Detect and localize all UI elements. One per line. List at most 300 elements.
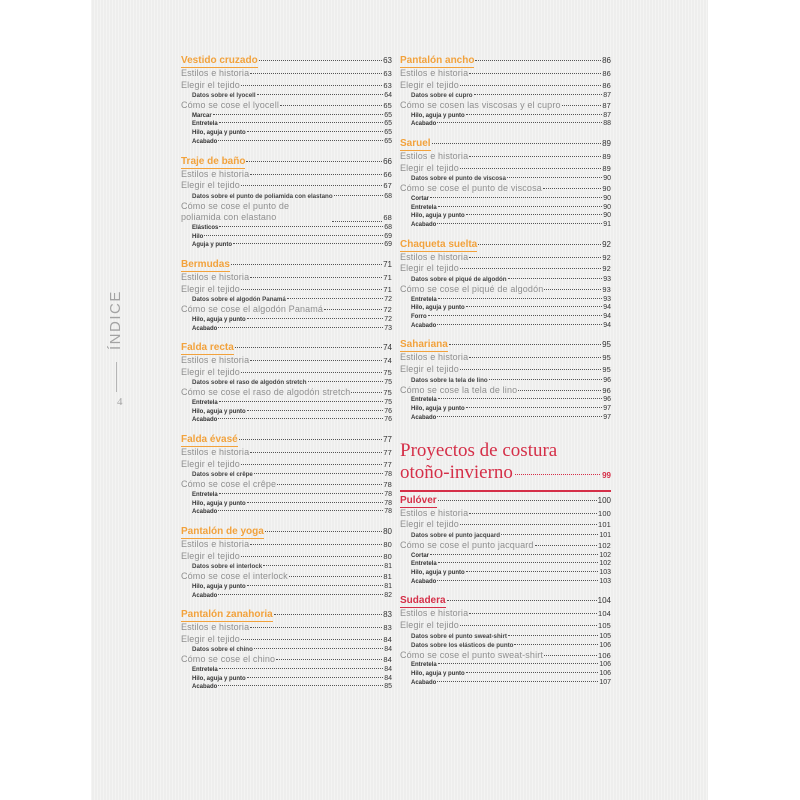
entry-title: Entretela [192, 400, 218, 407]
entry-page: 78 [384, 471, 392, 479]
toc-section [181, 526, 392, 600]
dot-leader [508, 635, 598, 636]
toc-entry[interactable] [400, 80, 611, 92]
toc-entry[interactable] [400, 204, 611, 213]
toc-entry[interactable] [181, 634, 392, 646]
toc-entry[interactable] [181, 551, 392, 563]
dot-leader [324, 309, 382, 310]
toc-entry[interactable] [181, 571, 392, 583]
entry-title: Entretela [411, 662, 437, 669]
toc-entry[interactable] [400, 352, 611, 364]
entry-title: Hilo, aguja y punto [411, 305, 465, 312]
dot-leader [430, 197, 602, 198]
toc-entry[interactable] [400, 296, 611, 305]
dot-leader [562, 105, 602, 106]
toc-entry[interactable] [400, 405, 611, 414]
entry-title: Cómo se cose el algodón Panamá [181, 304, 324, 315]
entry-title: Cortar [411, 195, 430, 202]
entry-title: Elegir el tejido [400, 619, 459, 630]
toc-entry[interactable] [400, 313, 611, 322]
entry-title: Estilos e historia [181, 447, 250, 458]
toc-entry[interactable] [181, 112, 392, 121]
toc-section-heading[interactable] [400, 595, 611, 608]
toc-entry[interactable] [400, 620, 611, 632]
entry-page: 87 [602, 101, 611, 111]
dot-leader [250, 544, 382, 545]
toc-section-heading[interactable] [181, 342, 392, 355]
entry-page: 102 [599, 551, 611, 559]
section-page: 71 [383, 260, 392, 270]
toc-entry[interactable] [181, 180, 392, 192]
toc-entry[interactable] [400, 661, 611, 670]
toc-entry[interactable] [400, 322, 611, 331]
section-page: 83 [383, 610, 392, 620]
dot-leader [280, 105, 382, 106]
entry-title: Datos sobre el piqué de algodón [411, 275, 507, 283]
toc-entry[interactable] [181, 592, 392, 601]
toc-entry[interactable] [400, 91, 611, 100]
entry-page: 64 [384, 92, 392, 100]
entry-page: 65 [384, 137, 392, 145]
toc-entry[interactable] [400, 163, 611, 175]
entry-title: Entretela [411, 296, 437, 303]
toc-entry[interactable] [181, 654, 392, 666]
entry-title: Hilo, aguja y punto [192, 316, 246, 323]
entry-title: Hilo, aguja y punto [192, 130, 246, 137]
toc-entry[interactable] [181, 233, 392, 242]
toc-section [400, 495, 611, 587]
toc-entry[interactable] [181, 295, 392, 304]
toc-entry[interactable] [181, 138, 392, 147]
entry-page: 87 [603, 92, 611, 100]
entry-page: 66 [383, 169, 392, 179]
section-page: 89 [602, 139, 611, 149]
toc-entry[interactable] [181, 169, 392, 181]
entry-page: 68 [384, 223, 392, 231]
toc-section-heading[interactable] [400, 495, 611, 508]
toc-section [400, 239, 611, 331]
toc-entry[interactable] [181, 367, 392, 379]
toc-entry[interactable] [181, 562, 392, 571]
toc-section-heading[interactable] [400, 138, 611, 151]
entry-title: Elegir el tejido [400, 162, 459, 173]
toc-section [181, 342, 392, 425]
entry-page: 84 [383, 655, 392, 665]
toc-entry[interactable] [400, 174, 611, 183]
toc-entry[interactable] [400, 569, 611, 578]
section-page: 104 [597, 596, 611, 606]
entry-page: 106 [599, 641, 611, 649]
toc-section [400, 138, 611, 230]
entry-page: 72 [383, 305, 392, 315]
toc-entry[interactable] [400, 252, 611, 264]
section-title: Saruel [400, 138, 431, 150]
entry-title: Cómo se cose el piqué de algodón [400, 283, 544, 294]
section-title: Falda évasé [181, 434, 238, 446]
toc-entry[interactable] [181, 491, 392, 500]
toc-entry[interactable] [400, 632, 611, 641]
entry-page: 63 [383, 80, 392, 90]
toc-section-heading[interactable] [181, 609, 392, 622]
entry-title: Datos sobre la tela de lino [411, 376, 488, 384]
toc-entry[interactable] [400, 519, 611, 531]
dot-leader [460, 85, 601, 86]
entry-page: 95 [602, 364, 611, 374]
project-rule [400, 490, 611, 492]
entry-title: Entretela [192, 667, 218, 674]
dot-leader [289, 576, 383, 577]
toc-entry[interactable] [181, 500, 392, 509]
dot-leader [351, 392, 382, 393]
entry-title: Elegir el tejido [181, 458, 240, 469]
dot-leader [247, 502, 384, 503]
toc-entry[interactable] [181, 100, 392, 112]
entry-page: 101 [599, 531, 611, 539]
project-heading-line2: otoño-invierno [400, 462, 513, 484]
dot-leader [219, 493, 384, 494]
toc-entry[interactable] [400, 552, 611, 561]
entry-page: 106 [598, 650, 611, 660]
entry-page: 96 [603, 396, 611, 404]
dot-leader [241, 85, 382, 86]
entry-page: 69 [384, 232, 392, 240]
toc-entry[interactable] [181, 470, 392, 479]
dot-leader [219, 401, 384, 402]
dot-leader [241, 372, 382, 373]
dot-leader [218, 418, 383, 419]
dot-leader [508, 278, 603, 279]
entry-title: Estilos e historia [400, 251, 469, 262]
entry-page: 72 [384, 296, 392, 304]
dot-leader [254, 473, 383, 474]
entry-page: 65 [384, 120, 392, 128]
dot-leader [287, 298, 383, 299]
entry-page: 80 [383, 551, 392, 561]
toc-entry[interactable] [181, 80, 392, 92]
toc-entry[interactable] [181, 120, 392, 129]
dot-leader [247, 410, 384, 411]
entry-title: Datos sobre el cupro [411, 92, 473, 100]
dot-leader [460, 268, 601, 269]
dot-leader [466, 407, 603, 408]
entry-title: Cómo se cose el raso de algodón stretch [181, 387, 351, 398]
dot-leader [219, 122, 384, 123]
dot-leader [218, 594, 383, 595]
entry-page: 86 [602, 80, 611, 90]
toc-entry[interactable] [181, 479, 392, 491]
entry-title: Estilos e historia [400, 608, 469, 619]
dot-leader [469, 257, 601, 258]
toc-section-heading[interactable] [181, 526, 392, 539]
toc-entry[interactable] [181, 539, 392, 551]
toc-entry[interactable] [400, 578, 611, 587]
entry-title: Estilos e historia [181, 68, 250, 78]
entry-page: 75 [383, 367, 392, 377]
section-title: Pantalón de yoga [181, 526, 264, 538]
dot-leader [332, 221, 382, 222]
dot-leader [460, 625, 597, 626]
toc-section [400, 595, 611, 687]
section-page: 77 [383, 435, 392, 445]
dot-leader [334, 195, 384, 196]
entry-page: 63 [383, 69, 392, 78]
entry-title: Cómo se cose el punto de poliamida con elastano [181, 200, 290, 223]
toc-entry[interactable] [400, 414, 611, 423]
toc-entry[interactable] [400, 284, 611, 296]
entry-page: 104 [598, 609, 611, 619]
toc-entry[interactable] [400, 608, 611, 620]
dot-leader [469, 613, 597, 614]
toc-entry[interactable] [181, 68, 392, 80]
dot-leader [466, 672, 599, 673]
entry-page: 95 [602, 353, 611, 363]
entry-title: Hilo, aguja y punto [411, 670, 465, 677]
section-title: Bermudas [181, 259, 230, 271]
dot-leader [438, 663, 599, 664]
toc-entry[interactable] [400, 385, 611, 397]
dot-leader [469, 513, 597, 514]
entry-page: 100 [598, 508, 611, 518]
entry-page: 84 [384, 646, 392, 654]
toc-left-column [181, 55, 392, 701]
toc-entry[interactable] [400, 560, 611, 569]
toc-entry[interactable] [400, 263, 611, 275]
entry-title: Estilos e historia [400, 507, 469, 518]
entry-page: 107 [599, 678, 611, 686]
toc-entry[interactable] [181, 508, 392, 517]
entry-page: 83 [383, 623, 392, 633]
toc-entry[interactable] [400, 540, 611, 552]
toc-entry[interactable] [181, 316, 392, 325]
section-title: Chaqueta suelta [400, 238, 478, 250]
dot-leader [250, 277, 382, 278]
entry-title: Entretela [411, 561, 437, 568]
dot-leader [233, 243, 383, 244]
toc-section-heading[interactable] [400, 239, 611, 252]
entry-page: 81 [384, 582, 392, 590]
dot-leader [247, 318, 384, 319]
dot-leader [250, 360, 382, 361]
toc-entry[interactable] [181, 645, 392, 654]
entry-title: Acabado [192, 417, 218, 424]
entry-title: Aguja y punto [192, 242, 232, 249]
toc-entry[interactable] [181, 666, 392, 675]
dot-leader [466, 306, 603, 307]
toc-entry[interactable] [181, 241, 392, 250]
toc-entry[interactable] [400, 195, 611, 204]
toc-entry[interactable] [181, 408, 392, 417]
toc-entry[interactable] [400, 376, 611, 385]
toc-section-heading[interactable] [400, 339, 611, 352]
toc-entry[interactable] [181, 378, 392, 387]
dot-leader [469, 156, 601, 157]
section-page: 74 [383, 343, 392, 353]
toc-entry[interactable] [400, 304, 611, 313]
entry-page: 74 [383, 356, 392, 366]
dot-leader [518, 390, 601, 391]
section-title: Pantalón zanahoria [181, 609, 273, 621]
entry-page: 92 [602, 264, 611, 274]
entry-page: 77 [383, 459, 392, 469]
section-title: Sudadera [400, 595, 446, 607]
entry-page: 71 [383, 284, 392, 294]
entry-page: 93 [603, 295, 611, 303]
toc-entry[interactable] [181, 622, 392, 634]
entry-page: 80 [383, 540, 392, 550]
dot-leader [308, 381, 384, 382]
entry-page: 102 [599, 560, 611, 568]
entry-page: 84 [384, 666, 392, 674]
toc-entry[interactable] [400, 670, 611, 679]
toc-section-heading[interactable] [181, 55, 392, 68]
toc-entry[interactable] [400, 650, 611, 662]
entry-page: 78 [384, 508, 392, 516]
side-section-label: ÍNDICE [107, 290, 124, 350]
entry-page: 65 [384, 111, 392, 119]
toc-entry[interactable] [181, 399, 392, 408]
entry-page: 87 [603, 111, 611, 119]
entry-title: Cómo se cose el crêpe [181, 479, 277, 490]
section-page: 92 [602, 239, 611, 249]
entry-title: Cómo se cose el punto de viscosa [400, 183, 542, 194]
entry-page: 68 [383, 213, 392, 223]
toc-entry[interactable] [181, 272, 392, 284]
entry-page: 86 [602, 69, 611, 78]
entry-title: Elegir el tejido [181, 366, 240, 377]
toc-entry[interactable] [181, 675, 392, 684]
toc-entry[interactable] [181, 683, 392, 692]
toc-entry[interactable] [181, 91, 392, 100]
dot-leader [231, 264, 382, 265]
toc-section-heading[interactable] [181, 434, 392, 447]
entry-page: 81 [383, 572, 392, 582]
entry-title: Datos sobre el punto de viscosa [411, 175, 506, 183]
toc-entry[interactable] [400, 396, 611, 405]
entry-page: 76 [384, 416, 392, 424]
section-title: Vestido cruzado [181, 55, 258, 66]
dot-leader [219, 668, 384, 669]
entry-title: Estilos e historia [400, 352, 469, 363]
entry-title: Datos sobre el interlock [192, 563, 263, 571]
dot-leader [239, 439, 382, 440]
toc-entry[interactable] [181, 459, 392, 471]
toc-entry[interactable] [181, 129, 392, 138]
dot-leader [469, 73, 601, 74]
dot-leader [535, 545, 597, 546]
entry-page: 75 [384, 379, 392, 387]
dot-leader [438, 206, 603, 207]
entry-page: 84 [384, 674, 392, 682]
toc-entry[interactable] [181, 325, 392, 334]
toc-entry[interactable] [181, 416, 392, 425]
toc-entry[interactable] [400, 151, 611, 163]
entry-page: 88 [603, 120, 611, 128]
section-page: 86 [602, 56, 611, 65]
entry-page: 105 [598, 620, 611, 630]
page-number: 4 [117, 396, 123, 408]
entry-title: Datos sobre el punto de poliamida con elastano [192, 192, 333, 200]
entry-title: Forro [411, 313, 427, 320]
toc-entry[interactable] [400, 68, 611, 80]
toc-section-heading[interactable] [181, 156, 392, 169]
toc-entry[interactable] [400, 679, 611, 688]
toc-entry[interactable] [181, 192, 392, 201]
dot-leader [257, 94, 384, 95]
entry-title: Elegir el tejido [181, 180, 240, 191]
dot-leader [437, 580, 598, 581]
entry-title: Estilos e historia [181, 539, 250, 550]
toc-entry[interactable] [400, 120, 611, 129]
toc-entry[interactable] [400, 275, 611, 284]
toc-entry[interactable] [181, 284, 392, 296]
entry-title: Hilo, aguja y punto [411, 213, 465, 220]
entry-page: 91 [603, 221, 611, 229]
entry-title: Datos sobre el punto sweat-shirt [411, 632, 507, 640]
dot-leader [218, 327, 383, 328]
entry-title: Acabado [411, 679, 437, 686]
toc-entry[interactable] [400, 641, 611, 650]
dot-leader [247, 677, 384, 678]
entry-title: Cómo se cose el chino [181, 654, 276, 665]
dot-leader [432, 143, 602, 144]
dot-leader [218, 685, 383, 686]
toc-section-heading[interactable] [400, 55, 611, 68]
entry-page: 78 [384, 490, 392, 498]
entry-page: 105 [599, 632, 611, 640]
entry-title: Cómo se cose el punto sweat-shirt [400, 649, 544, 660]
toc-section-heading[interactable] [181, 259, 392, 272]
toc-entry[interactable] [181, 304, 392, 316]
entry-title: Acabado [411, 322, 437, 329]
entry-page: 92 [602, 252, 611, 262]
toc-entry[interactable] [400, 212, 611, 221]
entry-page: 90 [602, 184, 611, 194]
entry-page: 96 [603, 376, 611, 384]
section-title: Pulóver [400, 494, 437, 506]
side-divider [116, 362, 117, 392]
toc-entry[interactable] [400, 531, 611, 540]
dot-leader [250, 627, 382, 628]
dot-leader [438, 398, 603, 399]
toc-entry[interactable] [400, 221, 611, 230]
entry-title: Hilo, aguja y punto [192, 408, 246, 415]
entry-title: Datos sobre el crêpe [192, 471, 253, 479]
section-page: 63 [383, 56, 392, 65]
toc-entry[interactable] [181, 583, 392, 592]
dot-leader [241, 185, 382, 186]
entry-title: Acabado [411, 121, 437, 128]
toc-entry[interactable] [181, 387, 392, 399]
toc-entry[interactable] [400, 100, 611, 112]
toc-entry[interactable] [400, 183, 611, 195]
entry-title: Hilo, aguja y punto [192, 583, 246, 590]
dot-leader [250, 174, 382, 175]
toc-entry[interactable] [181, 355, 392, 367]
dot-leader [265, 531, 382, 532]
entry-title: Estilos e historia [400, 68, 469, 78]
entry-title: Acabado [192, 325, 218, 332]
entry-page: 97 [603, 404, 611, 412]
toc-entry[interactable] [400, 112, 611, 121]
toc-section [181, 609, 392, 692]
toc-entry[interactable] [181, 201, 392, 224]
toc-entry[interactable] [181, 224, 392, 233]
toc-entry[interactable] [400, 508, 611, 520]
toc-entry[interactable] [400, 364, 611, 376]
entry-title: Hilo, aguja y punto [192, 500, 246, 507]
toc-entry[interactable] [181, 447, 392, 459]
entry-title: Datos sobre el punto jacquard [411, 531, 501, 539]
